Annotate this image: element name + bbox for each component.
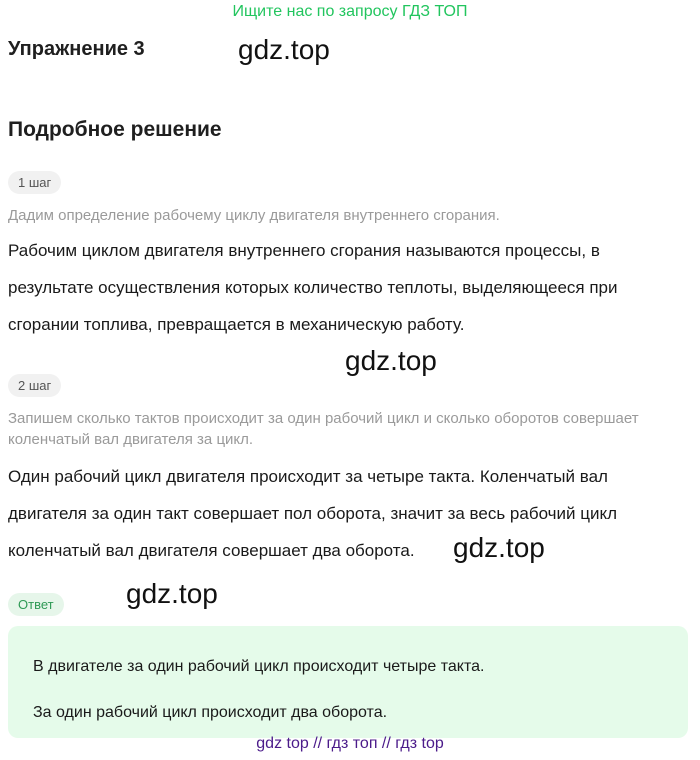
- step-2-label: 2 шаг: [8, 374, 61, 397]
- section-title: Подробное решение: [8, 118, 222, 141]
- footer-links[interactable]: gdz top // гдз топ // гдз top: [256, 735, 444, 752]
- answer-line-1: В двигателе за один рабочий цикл происходит четыре такта.: [33, 658, 485, 675]
- watermark: gdz.top: [238, 34, 330, 65]
- step-2-hint: Запишем сколько тактов происходит за один рабочий цикл и сколько оборотов совершает коленчатый вал двигателя за цикл.: [8, 410, 639, 448]
- watermark: gdz.top: [345, 345, 437, 376]
- step-2-badge: [8, 374, 61, 397]
- step-1-label: 1 шаг: [8, 171, 61, 194]
- step-1-text: Рабочим циклом двигателя внутреннего сгорания называются процессы, в результате осуществления которых количество теплоты, выделяющееся при сгорании топлива, превращается в механическую работу.: [8, 241, 618, 334]
- answer-label: Ответ: [8, 593, 64, 616]
- search-banner[interactable]: Ищите нас по запросу ГДЗ ТОП: [232, 3, 468, 20]
- step-2-text: Один рабочий цикл двигателя происходит за четыре такта. Коленчатый вал двигателя за один такт совершает пол оборота, значит за весь рабочий цикл коленчатый вал двигателя совершает два оборота.: [8, 467, 618, 560]
- answer-badge: [8, 593, 64, 616]
- watermark: gdz.top: [126, 578, 218, 609]
- step-1-badge: [8, 171, 61, 194]
- watermark: gdz.top: [453, 532, 545, 563]
- answer-line-2: За один рабочий цикл происходит два оборота.: [33, 704, 388, 721]
- exercise-title: Упражнение 3: [8, 38, 145, 60]
- answer-box: [8, 626, 688, 738]
- step-1-hint: Дадим определение рабочему циклу двигателя внутреннего сгорания.: [8, 207, 500, 224]
